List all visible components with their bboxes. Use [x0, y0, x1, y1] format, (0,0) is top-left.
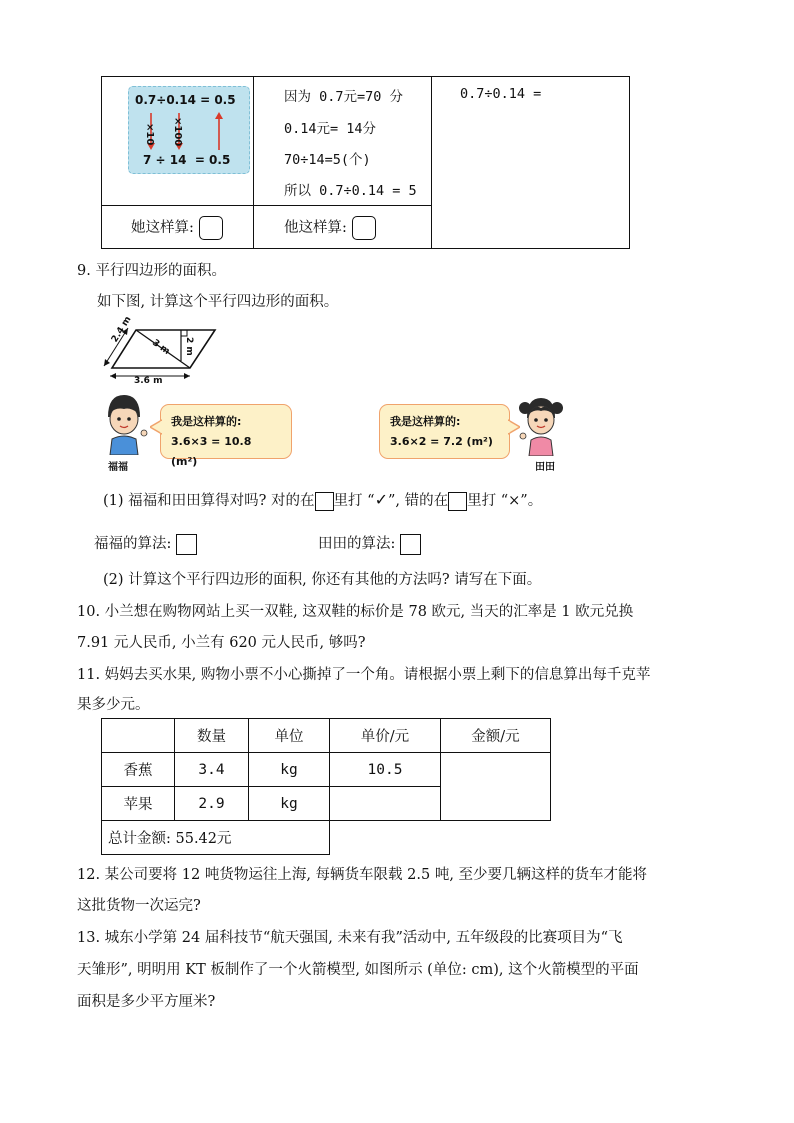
q9-sub1: (1) 福福和田田算得对吗? 对的在 里打 “✓”, 错的在 里打 “×”。 [103, 490, 543, 509]
total-amount: 总计金额: 55.42元 [102, 821, 330, 855]
his-method-answer-box[interactable] [352, 216, 376, 240]
q13-line-3: 面积是多少平方厘米? [77, 994, 216, 1010]
base-label: 3.6 m [134, 376, 163, 386]
fufu-speech-bubble: 我是这样算的: 3.6×3 = 10.8 (m²) [160, 404, 292, 459]
table-cell: 2.9 [175, 787, 249, 821]
equation-original: 0.7÷0.14 = 0.5 [135, 93, 236, 107]
times-hundred-label: ×100 [172, 117, 183, 147]
method-line-2: 0.14元= 14分 [284, 121, 377, 137]
receipt-table [101, 718, 551, 855]
q11-line-1: 11. 妈妈去买水果, 购物小票不小心撕掉了一个角。请根据小票上剩下的信息算出每千克苹 [77, 667, 651, 683]
table-header: 单价/元 [330, 719, 441, 753]
q10-line-1: 10. 小兰想在购物网站上买一双鞋, 这双鞋的标价是 78 欧元, 当天的汇率是 1 欧元兑换 [77, 604, 634, 620]
her-method-answer-box[interactable] [199, 216, 223, 240]
method-line-3: 70÷14=5(个) [284, 152, 371, 168]
amount-cell [441, 753, 551, 821]
girl-avatar-icon [517, 394, 565, 456]
fufu-formula: 3.6×3 = 10.8 (m²) [171, 435, 252, 468]
table-cell [330, 787, 441, 821]
q13-line-1: 13. 城东小学第 24 届科技节“航天强国, 未来有我”活动中, 五年级段的比赛项目为“飞 [77, 930, 623, 946]
side-label: 2.4 m [110, 314, 134, 345]
q13-line-2: 天雏形”, 明明用 KT 板制作了一个火箭模型, 如图所示 (单位: cm), 这个火箭模型的平面 [77, 962, 639, 978]
her-method-label: 她这样算: [131, 216, 223, 240]
q12-line-1: 12. 某公司要将 12 吨货物运往上海, 每辆货车限载 2.5 吨, 至少要几辆这样的货车才能将 [77, 867, 648, 883]
example-box-2 [448, 492, 467, 511]
q11-line-2: 果多少元。 [77, 697, 150, 713]
q9-intro: 如下图, 计算这个平行四边形的面积。 [97, 294, 339, 310]
table-header: 数量 [175, 719, 249, 753]
table-header: 金额/元 [441, 719, 551, 753]
answer-expression: 0.7÷0.14 = [460, 86, 542, 102]
table-cell: 10.5 [330, 753, 441, 787]
tiantian-name: 田田 [535, 462, 555, 473]
table-cell: 苹果 [102, 787, 175, 821]
his-method-label: 他这样算: [284, 216, 376, 240]
fufu-answer-box[interactable] [176, 534, 197, 555]
height-label: 2 m [184, 337, 194, 356]
table-cell: kg [249, 787, 330, 821]
example-box [315, 492, 334, 511]
times-ten-label: ×10 [144, 123, 155, 146]
equation-scaled: 7 ÷ 14 = 0.5 [143, 153, 231, 167]
method-line-1: 因为 0.7元=70 分 [284, 89, 404, 105]
tiantian-answer-row: 田田的算法: [318, 532, 421, 555]
table-cell: kg [249, 753, 330, 787]
q9-title: 9. 平行四边形的面积。 [77, 263, 226, 279]
table-cell: 3.4 [175, 753, 249, 787]
fufu-answer-row: 福福的算法: [94, 532, 197, 555]
table-row [102, 753, 551, 787]
q9-sub2: (2) 计算这个平行四边形的面积, 你还有其他的方法吗? 请写在下面。 [103, 572, 542, 588]
boy-avatar-icon [100, 393, 148, 455]
fufu-bubble-tail [150, 418, 162, 436]
table-header: 单位 [249, 719, 330, 753]
tiantian-answer-box[interactable] [400, 534, 421, 555]
table-total-row [102, 821, 551, 855]
division-illustration [128, 86, 250, 174]
table-header-row [102, 719, 551, 753]
q12-line-2: 这批货物一次运完? [77, 898, 201, 914]
fufu-name: 福福 [108, 462, 128, 473]
table-cell: 香蕉 [102, 753, 175, 787]
method-line-4: 所以 0.7÷0.14 = 5 [284, 183, 417, 199]
diagonal-label: 3 m [150, 338, 172, 357]
tiantian-speech-bubble: 我是这样算的: 3.6×2 = 7.2 (m²) [379, 404, 510, 459]
table-header [102, 719, 175, 753]
checkmark-icon: ✓ [374, 490, 388, 509]
tiantian-formula: 3.6×2 = 7.2 (m²) [390, 435, 493, 448]
q10-line-2: 7.91 元人民币, 小兰有 620 元人民币, 够吗? [77, 635, 366, 651]
